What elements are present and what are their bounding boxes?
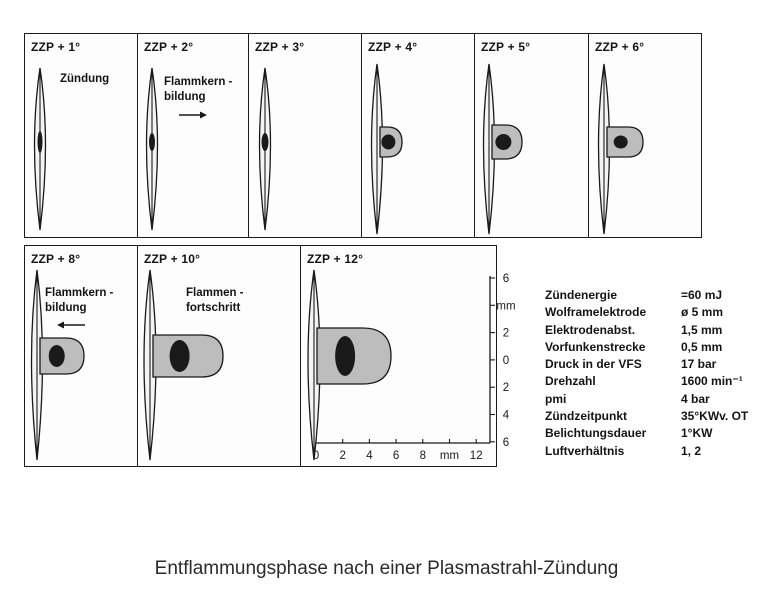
parameter-name: Belichtungsdauer xyxy=(545,426,647,441)
note-flammenfortschritt: Flammen - fortschritt xyxy=(186,287,244,314)
parameter-value: =60 mJ xyxy=(681,288,723,302)
y-tick-label: mm xyxy=(496,300,516,313)
parameter-name: Vorfunkenstrecke xyxy=(545,339,646,354)
frame-label: ZZP + 12° xyxy=(307,252,364,266)
x-tick-label: 8 xyxy=(419,450,427,462)
parameter-value: 1600 min⁻¹ xyxy=(681,374,743,389)
y-tick-label: 6 xyxy=(502,273,510,285)
x-tick-label: 0 xyxy=(312,450,320,462)
parameter-value: 1,5 mm xyxy=(681,322,723,337)
x-tick-label: 2 xyxy=(339,450,346,462)
figure-caption: Entflammungsphase nach einer Plasmastrahl-Zündung xyxy=(154,558,619,579)
frame-label: ZZP + 5° xyxy=(481,40,531,54)
frame-label: ZZP + 4° xyxy=(368,40,418,54)
note-flammkernbildung-bottom: Flammkern - bildung xyxy=(45,287,114,314)
parameter-name: pmi xyxy=(545,391,567,406)
parameter-name: Zündzeitpunkt xyxy=(545,409,627,424)
parameter-name: Elektrodenabst. xyxy=(545,322,636,337)
note-flammkernbildung-top: Flammkern - bildung xyxy=(164,76,233,103)
y-tick-label: 2 xyxy=(502,382,510,395)
frame-label: ZZP + 8° xyxy=(31,252,81,266)
parameter-name: Wolframelektrode xyxy=(545,305,647,320)
parameter-value: 1, 2 xyxy=(681,443,702,458)
x-tick-label: 6 xyxy=(392,450,400,462)
parameter-name: Druck in der VFS xyxy=(545,357,642,372)
note-zuendung: Zündung xyxy=(60,73,110,85)
parameter-value: 1°KW xyxy=(681,426,713,441)
x-tick-label: 4 xyxy=(366,450,373,462)
parameter-value: ø 5 mm xyxy=(681,305,724,320)
parameter-name: Zündenergie xyxy=(545,288,618,302)
parameter-value: 35°KWv. OT xyxy=(681,409,749,424)
parameter-name: Luftverhältnis xyxy=(545,443,625,458)
parameter-name: Drehzahl xyxy=(545,374,596,389)
frame-label: ZZP + 10° xyxy=(144,252,201,266)
y-tick-label: 4 xyxy=(502,409,510,422)
frame-label: ZZP + 1° xyxy=(31,40,81,54)
y-tick-label: 6 xyxy=(502,436,510,449)
parameter-value: 0,5 mm xyxy=(681,339,723,354)
y-tick-label: 0 xyxy=(502,354,510,367)
frame-label: ZZP + 2° xyxy=(144,40,194,54)
y-tick-label: 2 xyxy=(502,327,510,340)
frame-label: ZZP + 3° xyxy=(255,40,305,54)
parameter-value: 4 bar xyxy=(681,391,710,406)
parameter-value: 17 bar xyxy=(681,357,717,372)
frame-label: ZZP + 6° xyxy=(595,40,645,54)
x-tick-label: 12 xyxy=(469,450,483,462)
x-tick-label: mm xyxy=(439,450,460,462)
